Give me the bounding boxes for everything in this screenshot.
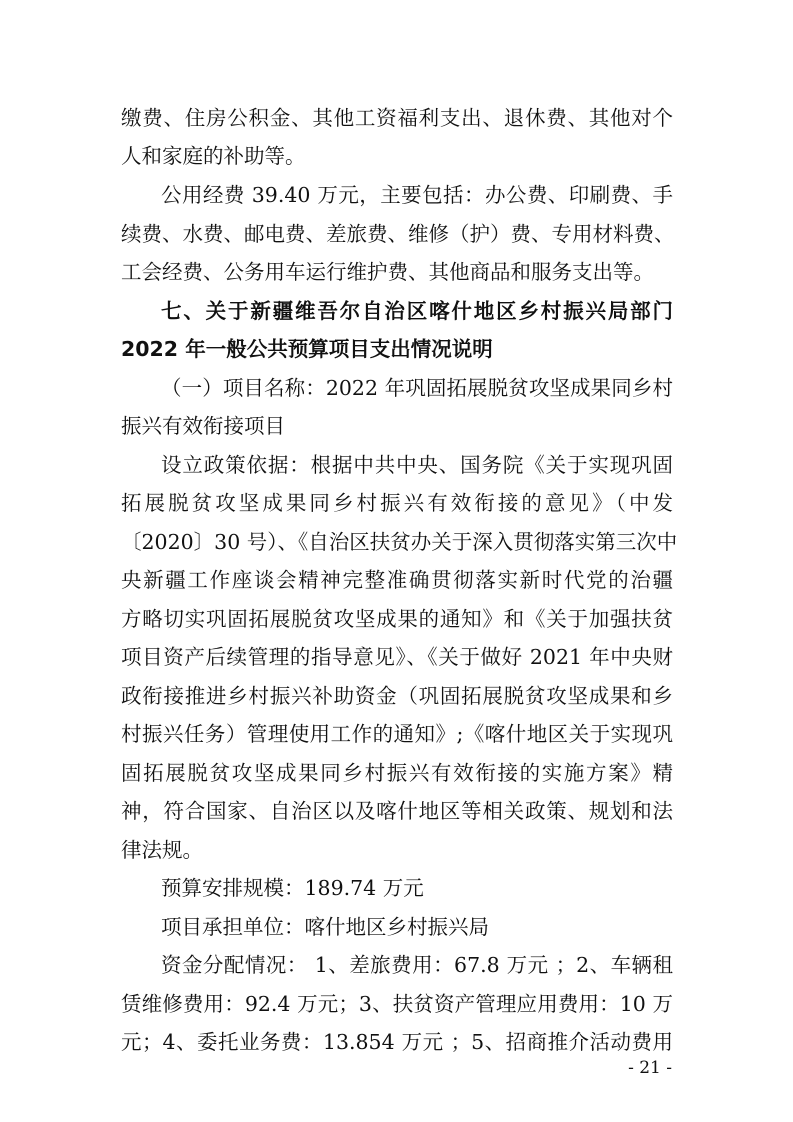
- project-name-line: 振兴有效衔接项目: [121, 414, 285, 438]
- project-name-line: （一）项目名称：2022 年巩固拓展脱贫攻坚成果同乡村: [161, 376, 673, 400]
- policy-basis-line: 神，符合国家、自治区以及喀什地区等相关政策、规划和法: [121, 799, 673, 823]
- fund-allocation-line: 元；4、委托业务费：13.854 万元 ；5、招商推介活动费用: [121, 1030, 673, 1054]
- policy-basis-line: 方略切实巩固拓展脱贫攻坚成果的通知》和《关于加强扶贫: [121, 607, 673, 631]
- body-text-line: 缴费、住房公积金、其他工资福利支出、退休费、其他对个: [121, 106, 673, 130]
- policy-basis-line: 村振兴任务）管理使用工作的通知》;《喀什地区关于实现巩: [121, 722, 673, 746]
- section-heading-line: 2022 年一般公共预算项目支出情况说明: [121, 337, 493, 361]
- body-text-line: 人和家庭的补助等。: [121, 144, 306, 168]
- body-text-line: 续费、水费、邮电费、差旅费、维修（护）费、专用材料费、: [121, 222, 675, 246]
- policy-basis-line: 项目资产后续管理的指导意见》、《关于做好 2021 年中央财: [121, 645, 673, 669]
- responsible-unit-line: 项目承担单位：喀什地区乡村振兴局: [161, 915, 489, 939]
- fund-allocation-line: 资金分配情况： 1、差旅费用：67.8 万元 ；2、车辆租: [161, 953, 673, 977]
- policy-basis-line: 律法规。: [121, 838, 203, 862]
- page-number: - 21 -: [628, 1058, 672, 1078]
- policy-basis-line: 央新疆工作座谈会精神完整准确贯彻落实新时代党的治疆: [121, 568, 673, 592]
- budget-scale-line: 预算安排规模：189.74 万元: [161, 876, 424, 900]
- policy-basis-line: 设立政策依据：根据中共中央、国务院《关于实现巩固: [161, 453, 673, 477]
- policy-basis-line: 政衔接推进乡村振兴补助资金（巩固拓展脱贫攻坚成果和乡: [121, 684, 673, 708]
- body-text-line: 公用经费 39.40 万元，主要包括：办公费、印刷费、手: [161, 183, 673, 207]
- fund-allocation-line: 赁维修费用：92.4 万元；3、扶贫资产管理应用费用：10 万: [121, 992, 673, 1016]
- policy-basis-line: 拓展脱贫攻坚成果同乡村振兴有效衔接的意见》（中发: [121, 491, 673, 515]
- policy-basis-line: 固拓展脱贫攻坚成果同乡村振兴有效衔接的实施方案》精: [121, 761, 673, 785]
- policy-basis-line: 〔2020〕30 号）、《自治区扶贫办关于深入贯彻落实第三次中: [121, 530, 678, 554]
- body-text-line: 工会经费、公务用车运行维护费、其他商品和服务支出等。: [121, 260, 654, 284]
- section-heading-line: 七、关于新疆维吾尔自治区喀什地区乡村振兴局部门: [161, 299, 673, 323]
